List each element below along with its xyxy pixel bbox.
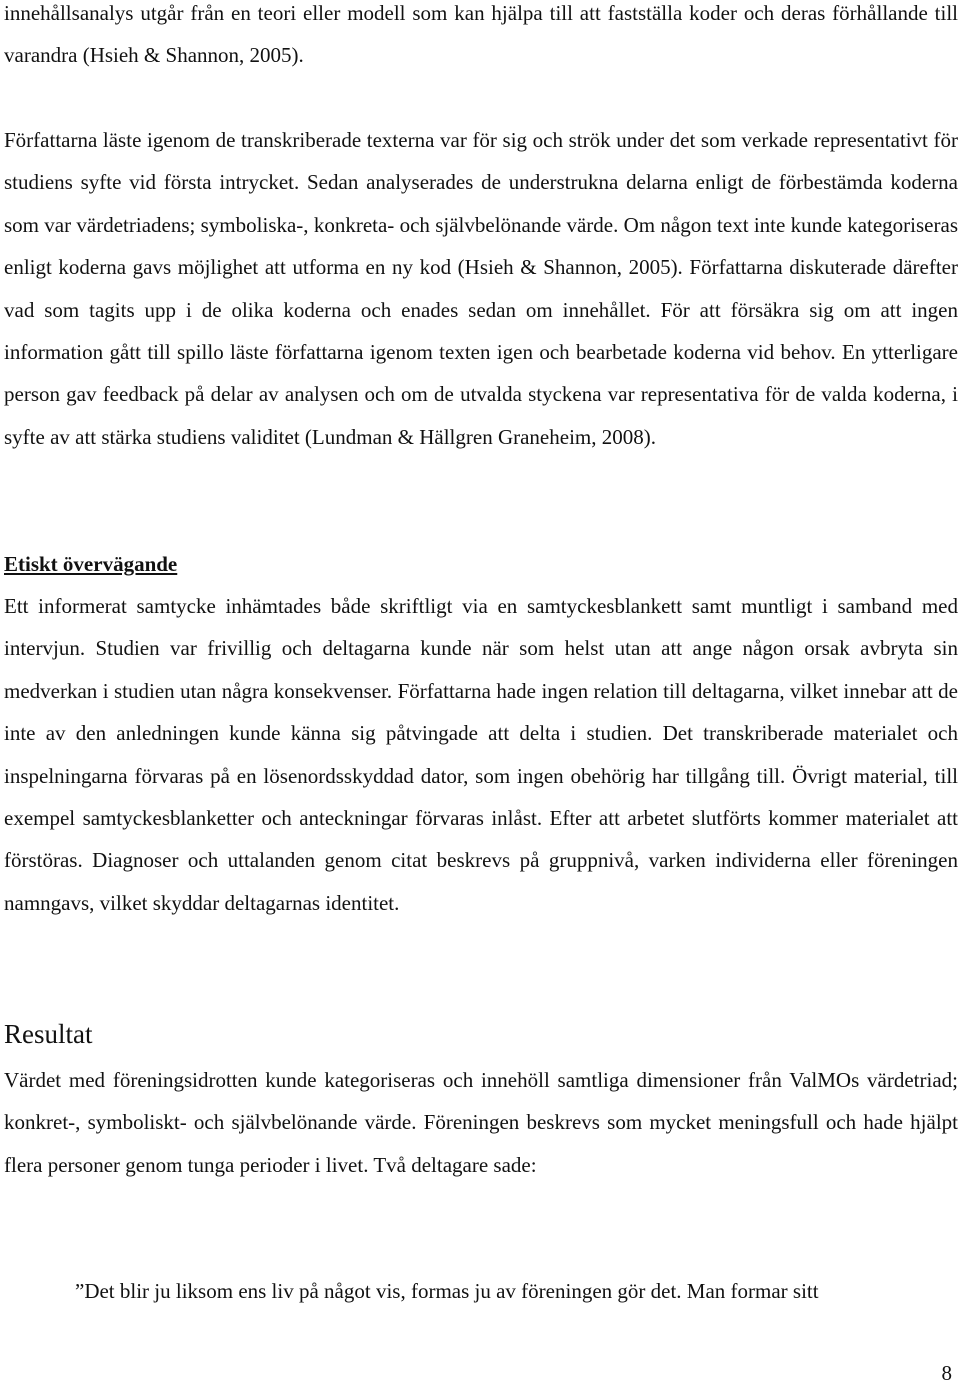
heading-ethics: Etiskt övervägande <box>4 552 178 576</box>
paragraph-analysis-process: Författarna läste igenom de transkriberade texterna var för sig och strök under det som verkade representativt för studiens syfte vid första intrycket. Sedan analyserades de understrukna delarna enligt de förbestämda koderna som var värdetriadens; symboliska-, konkreta- och självbelönande värde. Om någon text inte kunde kategoriseras enligt koderna gavs möjlighet att utforma en ny kod (Hsieh & Shannon, 2005). Författarna diskuterade därefter vad som tagits upp i de olika koderna och enades sedan om innehållet. För att försäkra sig om att ingen information gått till spillo läste författarna igenom texten igen och bearbetade koderna vid behov. En ytterligare person gav feedback på delar av analysen och om de utvalda styckena var representativa för de valda koderna, i syfte av att stärka studiens validitet (Lundman & Hällgren Graneheim, 2008). <box>4 128 958 449</box>
participant-quote: ”Det blir ju liksom ens liv på något vis, formas ju av föreningen gör det. Man formar sitt <box>75 1279 819 1303</box>
paragraph-ethics: Ett informerat samtycke inhämtades både skriftligt via en samtyckesblankett samt muntligt i samband med intervjun. Studien var frivillig och deltagarna kunde när som helst utan att ange någon orsak avbryta sin medverkan i studien utan några konsekvenser. Författarna hade ingen relation till deltagarna, vilket innebar att de inte av den anledningen kunde känna sig påtvingade att delta i studien. Det transkriberade materialet och inspelningarna förvaras på en lösenordsskyddad dator, som ingen obehörig har tillgång till. Övrigt material, till exempel samtyckesblanketter och anteckningar förvaras inlåst. Efter att arbetet slutförts kommer materialet att förstöras. Diagnoser och uttalanden genom citat beskrevs på gruppnivå, varken individerna eller föreningen namngavs, vilket skyddar deltagarnas identitet. <box>4 594 958 915</box>
heading-results: Resultat <box>4 1019 93 1049</box>
paragraph-method-intro: innehållsanalys utgår från en teori eller modell som kan hjälpa till att fastställa koder och deras förhållande till varandra (Hsieh & Shannon, 2005). <box>4 1 958 68</box>
paragraph-results: Värdet med föreningsidrotten kunde kategoriseras och innehöll samtliga dimensioner från ValMOs värdetriad; konkret-, symboliskt- och självbelönande värde. Föreningen beskrevs som mycket meningsfull och hade hjälpt flera personer genom tunga perioder i livet. Två deltagare sade: <box>4 1068 958 1177</box>
page-number: 8 <box>941 1361 952 1385</box>
